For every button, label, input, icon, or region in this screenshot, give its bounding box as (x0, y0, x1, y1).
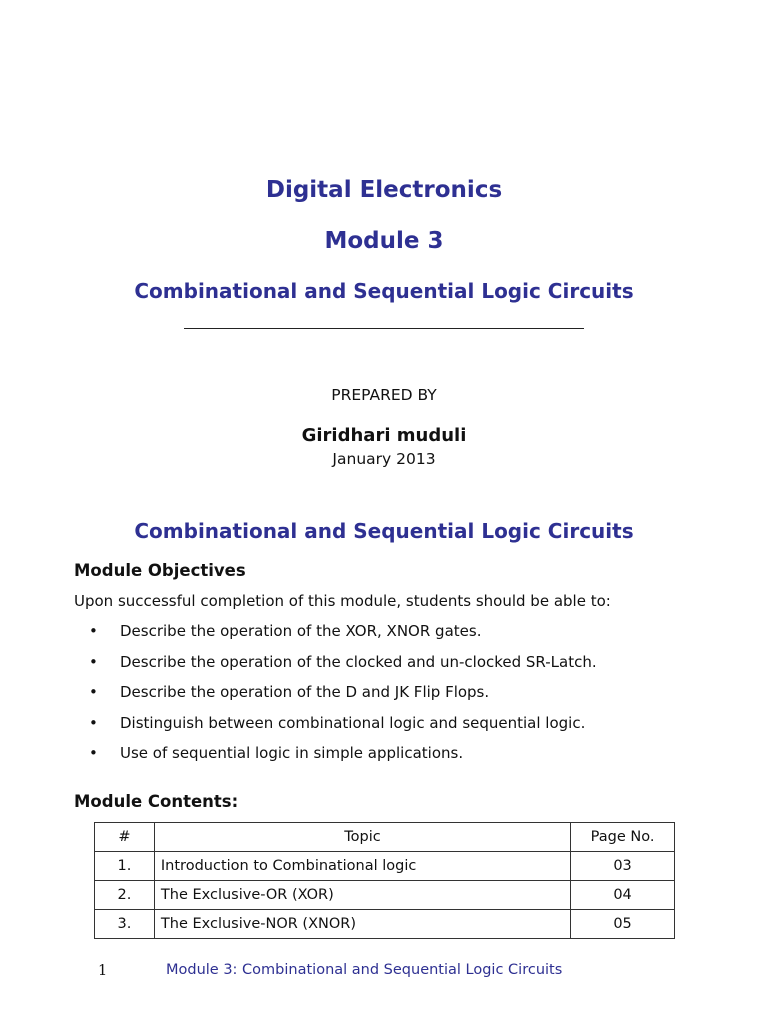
objectives-intro: Upon successful completion of this module, students should be able to: (74, 592, 611, 610)
bullet-icon: • (89, 744, 98, 762)
author-name: Giridhari muduli (301, 425, 467, 446)
objectives-heading: Module Objectives (74, 561, 246, 580)
objective-text: Use of sequential logic in simple applications. (120, 744, 464, 762)
table-row (95, 852, 675, 881)
document-title: Digital Electronics (265, 177, 503, 203)
contents-heading: Module Contents: (74, 792, 239, 811)
row-page: 03 (571, 852, 675, 881)
prepared-by-label: PREPARED BY (331, 386, 437, 404)
objective-text: Distinguish between combinational logic and sequential logic. (120, 713, 586, 732)
column-header-topic: Topic (154, 823, 570, 852)
bullet-icon: • (89, 652, 98, 671)
row-number: 3. (95, 910, 155, 939)
objective-text: Describe the operation of the D and JK Flip Flops. (120, 683, 490, 701)
cover-subtitle: Combinational and Sequential Logic Circuits (134, 279, 634, 303)
contents-table (94, 822, 675, 939)
row-topic: The Exclusive-NOR (XNOR) (154, 910, 570, 939)
row-page: 04 (571, 881, 675, 910)
bullet-icon: • (89, 713, 98, 732)
table-row (95, 881, 675, 910)
bullet-icon: • (89, 683, 98, 701)
bullet-icon: • (89, 622, 98, 640)
column-header-number: # (95, 823, 155, 852)
table-row (95, 910, 675, 939)
row-page: 05 (571, 910, 675, 939)
row-topic: The Exclusive-OR (XOR) (154, 881, 570, 910)
row-number: 2. (95, 881, 155, 910)
section-heading: Combinational and Sequential Logic Circuits (134, 519, 634, 543)
row-topic: Introduction to Combinational logic (154, 852, 570, 881)
column-header-page: Page No. (571, 823, 675, 852)
title-divider (184, 328, 584, 329)
objective-text: Describe the operation of the clocked and un-clocked SR-Latch. (120, 652, 597, 671)
objective-text: Describe the operation of the XOR, XNOR gates. (120, 622, 482, 640)
publication-date: January 2013 (332, 450, 436, 468)
row-number: 1. (95, 852, 155, 881)
table-header-row (95, 823, 675, 852)
footer-title: Module 3: Combinational and Sequential Logic Circuits (166, 962, 563, 978)
module-title: Module 3 (324, 228, 444, 254)
page-number: 1 (98, 963, 108, 979)
